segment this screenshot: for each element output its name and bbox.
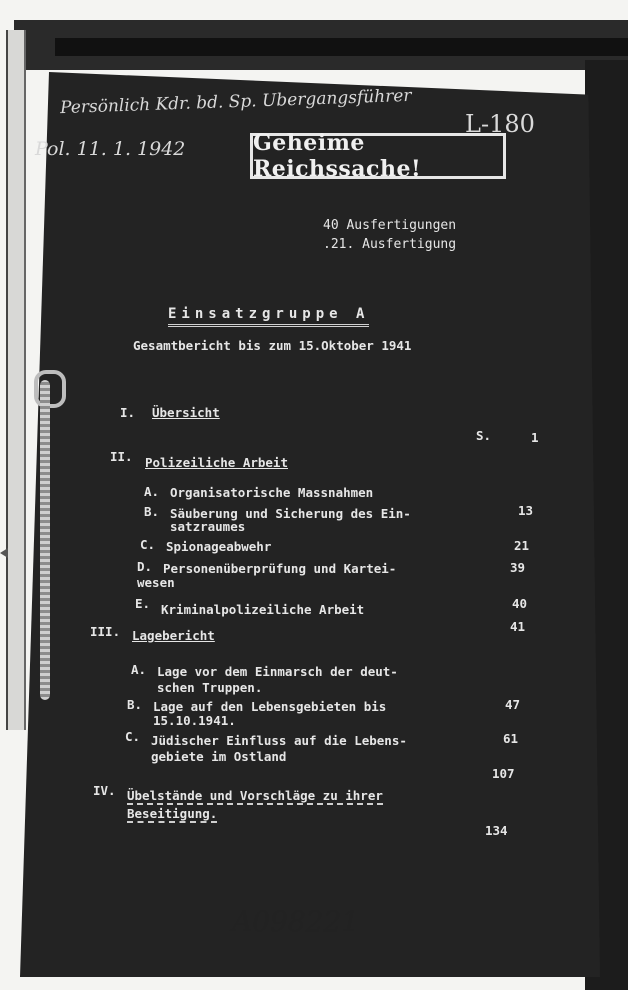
page-column-header: S. (476, 428, 492, 443)
section-3c-page: 61 (503, 731, 519, 746)
section-4-line1: Übelstände und Vorschläge zu ihrer (127, 788, 383, 803)
section-2-num: II. (110, 449, 133, 464)
section-3c-line1: Jüdischer Einfluss auf die Lebens- (151, 733, 407, 748)
section-2b-line2: satzraumes (170, 519, 246, 534)
section-2c-label: Spionageabwehr (166, 539, 272, 554)
report-subtitle: Gesamtbericht bis zum 15.Oktober 1941 (133, 338, 412, 353)
section-3a-line1: Lage vor dem Einmarsch der deut- (157, 664, 398, 679)
section-2b-letter: B. (144, 504, 160, 519)
section-3c-letter: C. (125, 729, 141, 744)
document-page (20, 72, 600, 977)
section-2d-letter: D. (137, 559, 153, 574)
section-1-label: Übersicht (152, 405, 220, 420)
section-4-page-a: 107 (492, 766, 515, 781)
section-2b-page: 13 (518, 503, 534, 518)
section-4-num: IV. (93, 783, 116, 798)
binding-string (40, 380, 50, 700)
section-3b-line2: 15.10.1941. (153, 713, 236, 728)
section-2d-line1: Personenüberprüfung und Kartei- (163, 561, 397, 576)
report-title: Einsatzgruppe A (168, 306, 369, 327)
section-4-page-b: 134 (485, 823, 508, 838)
section-1-num: I. (120, 405, 136, 420)
section-2e-label: Kriminalpolizeiliche Arbeit (161, 602, 365, 617)
section-2-label: Polizeiliche Arbeit (145, 455, 288, 470)
section-2d-page: 39 (510, 560, 526, 575)
scan-left-edge (6, 30, 26, 730)
section-2d-line2: wesen (137, 575, 175, 590)
section-3c-line2: gebiete im Ostland (151, 749, 287, 764)
handwritten-note: Persönlich Kdr. bd. Sp. Ubergangsführer (59, 85, 412, 119)
section-2b-line1: Säuberung und Sicherung des Ein- (170, 506, 411, 521)
section-3b-page: 47 (505, 697, 521, 712)
secret-stamp (250, 130, 506, 182)
copy-number: .21. Ausfertigung (323, 237, 457, 252)
section-2e-page: 40 (512, 596, 528, 611)
stamp-label: Geheime Reichssache! (253, 130, 422, 182)
section-2c-letter: C. (140, 537, 156, 552)
section-4-line2: Beseitigung. (127, 806, 218, 821)
section-1-page: 1 (531, 430, 539, 445)
handwritten-date: Pol. 11. 1. 1942 (35, 138, 186, 160)
section-3-label: Lagebericht (132, 628, 215, 643)
copies-total: 40 Ausfertigungen (323, 218, 457, 233)
section-3a-line2: schen Truppen. (157, 680, 263, 695)
margin-arrow-icon (0, 548, 8, 558)
section-3-num: III. (90, 624, 121, 639)
section-3b-letter: B. (127, 697, 143, 712)
scan-top-shadow (55, 38, 628, 56)
section-2a-letter: A. (144, 484, 160, 499)
section-3b-line1: Lage auf den Lebensgebieten bis (153, 699, 387, 714)
handwritten-reference: L-180 (465, 110, 535, 138)
section-2e-letter: E. (135, 596, 151, 611)
section-3-page: 41 (510, 619, 526, 634)
binding-string-loop (34, 370, 66, 408)
section-3a-letter: A. (131, 662, 147, 677)
section-2c-page: 21 (514, 538, 530, 553)
section-2a-label: Organisatorische Massnahmen (170, 485, 374, 500)
document-number: A098221 (232, 905, 360, 938)
